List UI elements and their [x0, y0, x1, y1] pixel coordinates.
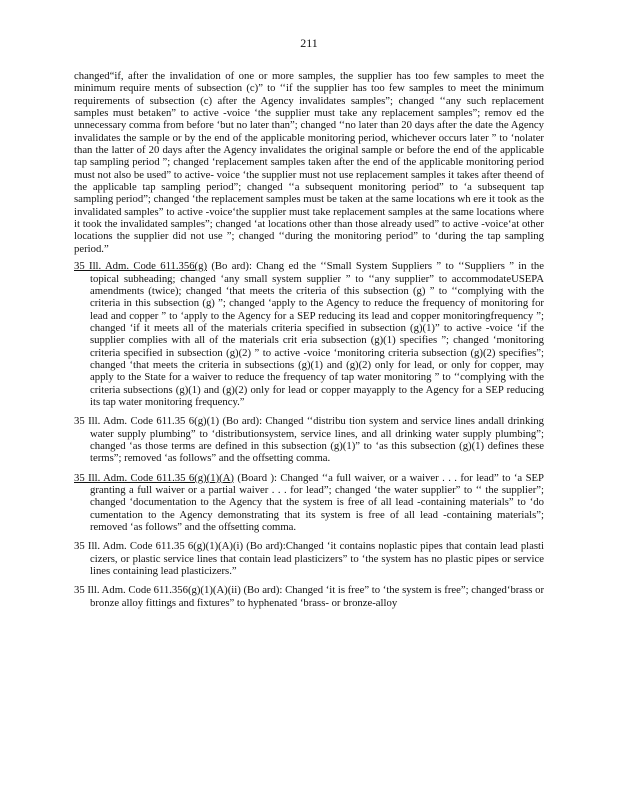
entry-text: Changed ‘‘distribu tion system and service lines andall drinking water supply plumbing” to ‘distributionsystem, service lines, and all drinking water supply plumbing”; changed ‘as those terms are defined in this subsection (g)(1)” to ‘as this subsection (g)(1) defines these terms”; removed ‘as follows” and the offsetting comma. [90, 415, 544, 465]
page-number: 211 [300, 36, 318, 50]
entry-source: (Bo ard): [243, 540, 286, 553]
entry-source: (Bo ard): [207, 260, 257, 273]
entry-citation: 35 Ill. Adm. Code 611.356(g)(1)(A)(ii) [74, 584, 241, 597]
entry-text: Chang ed the ‘‘Small System Suppliers ” to ‘‘Suppliers ” in the topical subheading; changed ‘any small system supplier ” to ‘‘any supplier” to accommodateUSEPA amendments (twice); changed ‘that meets the criteria of this subsection (g) ” to ‘‘complying with the criteria in this subsection (g) ”; changed ‘apply to the Agency to reduce the frequency of monitoring for lead and copper ” to ‘apply to the Agency for a SEP reducing its lead and copper monitoringfrequency ”; changed ‘if it meets all of the materials criteria specified in subsection (g)(1)” to active -voice ‘if the supplier complies with all of the materials crit eria subsection (g)(1) specifies ”; changed ‘monitoring criteria specified in subsection (g)(2) ” to active -voice ‘monitoring criteria subsection (g)(2) specifies”; changed ‘that meets the criteria in subsections (g)(1) and (g)(2) only for lead, or only for copper, may apply to the State for a waiver to reduce the frequency of tap water monitoring ” to ‘‘complying with the criteria subsections (g)(1) and (g)(2) only for lead or copper mayapply to the Agency for a SEP reducing its tap water monitoring frequency.” [90, 260, 544, 408]
document-body [74, 70, 544, 609]
entry-text: Changed ‘it is free” to ‘the system is free”; changed‘brass or bronze alloy fittings and fixtures” to hyphenated ‘brass- or bronze-alloy [90, 584, 544, 609]
amendment-entry [74, 415, 544, 464]
entry-source: (Board ): [233, 471, 281, 484]
amendment-entry [74, 260, 544, 408]
intro-paragraph: changed“if, after the invalidation of one or more samples, the supplier has too few samples to meet the minimum require ments of subsection (c)” to ‘‘if the supplier has too few samples to meet the minimum requirements of subsection (c) after the Agency invalidates samples”; changed ‘‘any such replacement samples must betaken” to active -voice ‘the supplier must take any replacement samples”; remov ed the unnecessary comma from before ‘but no later than”; changed ‘‘no later than 20 days after the date the Agency invalidates the sample or by the end of the applicable monitoring period, whichever occurs later ” to ‘nolater than the latter of 20 days after the Agency invalidates the original sample or before the end of the applicable tap sampling period ”; changed ‘replacement samples taken after the end of the applicable monitoring period must not also be used” to active- voice ‘the supplier must not use replacement samples it takes after theend of the applicable tap sampling period”; changed ‘‘a subsequent monitoring period” to ‘a subsequent tap sampling period”; changed ‘the replacement samples must be taken at the same locations wh ere it took as the invalidated samples” to active -voice‘the supplier must take replacement samples at the same locations where it took the invalidated samples”; changed ‘at locations other than those already used” to active -voice‘at other locations the supplier did not use ”; changed ‘‘during the monitoring period” to ‘during the tap sampling period.” [74, 70, 544, 255]
entry-source: (Bo ard): [219, 415, 266, 428]
entry-source: (Bo ard): [240, 584, 286, 597]
entry-citation: 35 Ill. Adm. Code 611.35 6(g)(1)(A)(i) [74, 540, 244, 553]
entry-text: Changed ‘it contains noplastic pipes that contain lead plasti cizers, or plastic service lines that contain lead plasticizers” to ‘the system has no plastic pipes or service lines containing lead plasticizers.” [90, 540, 544, 578]
amendment-entry [74, 472, 544, 534]
entry-citation: 35 Ill. Adm. Code 611.356(g) [74, 260, 208, 273]
entry-citation: 35 Ill. Adm. Code 611.35 6(g)(1) [74, 415, 220, 428]
entry-text: Changed ‘‘a full waiver, or a waiver . . . for lead” to ‘a SEP granting a full waiver or a partial waiver . . . for lead”; changed ‘the water supplier” to ‘‘ the supplier”; changed ‘documentation to the Agency that the system is free of all lead -containing materials” to ‘do cumentation to the Agency demonstrating that its system is free of all lead -containing materials”; removed ‘as follows” and the offsetting comma. [90, 471, 544, 534]
amendment-entry [74, 584, 544, 609]
entry-citation: 35 Ill. Adm. Code 611.35 6(g)(1)(A) [74, 471, 234, 484]
amendment-entry [74, 540, 544, 577]
